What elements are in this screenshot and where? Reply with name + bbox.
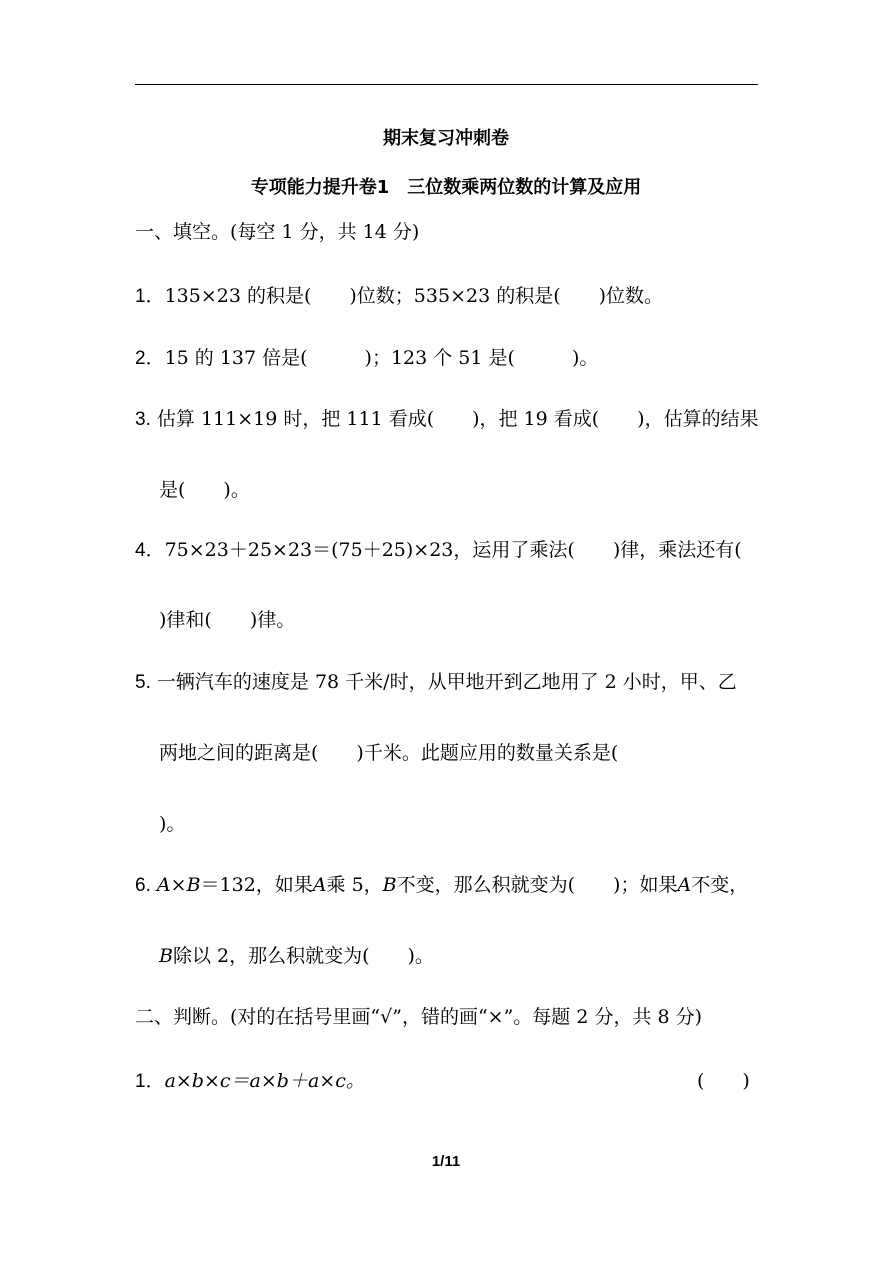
question-3-cont: 是( )。 [159, 479, 250, 501]
section1-heading: 一、填空。(每空 1 分，共 14 分) [135, 221, 420, 243]
text-part: 乘 5， [326, 874, 383, 896]
text-part: 不变，那么积就变为( )；如果 [396, 874, 678, 896]
page-subtitle: 专项能力提升卷1 三位数乘两位数的计算及应用 [250, 177, 642, 198]
question-number: 2． [135, 348, 165, 369]
page-number: 1/11 [431, 1153, 461, 1170]
judge-question-1 [135, 1066, 365, 1093]
var-b: B [186, 874, 201, 896]
var-b: B [159, 945, 173, 967]
text-part: ＝132，如果 [200, 874, 313, 896]
question-text: 135×23 的积是( )位数；535×23 的积是( )位数。 [164, 285, 664, 307]
text-part: 不变， [691, 874, 749, 896]
question-1 [135, 281, 663, 308]
question-number: 4． [135, 540, 165, 561]
question-6 [135, 870, 748, 897]
var-a: A [156, 874, 171, 896]
text-part: 除以 2，那么积就变为( )。 [172, 945, 434, 967]
var-b: B [382, 874, 397, 896]
question-number: 1． [135, 1071, 165, 1092]
top-rule [135, 84, 758, 85]
var-a: A [677, 874, 692, 896]
question-number: 1． [135, 286, 165, 307]
question-4 [135, 535, 742, 562]
question-text: 一辆汽车的速度是 78 千米/时，从甲地开到乙地用了 2 小时，甲、乙 [156, 671, 737, 693]
question-5-cont: 两地之间的距离是( )千米。此题应用的数量关系是( [159, 742, 619, 764]
question-5 [135, 667, 737, 694]
times-sign: × [170, 874, 187, 896]
var-a: A [312, 874, 327, 896]
question-2 [135, 343, 598, 370]
question-4-cont: )律和( )律。 [159, 609, 296, 631]
question-3 [135, 404, 759, 431]
question-text: 15 的 137 倍是( )；123 个 51 是( )。 [164, 347, 599, 369]
question-text: 75×23＋25×23＝(75＋25)×23，运用了乘法( )律，乘法还有( [164, 539, 742, 561]
question-expression: a×b×c＝a×b＋a×c。 [164, 1070, 365, 1092]
question-number: 6. [135, 875, 151, 896]
question-number: 3. [135, 409, 151, 430]
question-5-cont2: )。 [159, 813, 186, 835]
page-title: 期末复习冲刺卷 [383, 128, 509, 149]
section2-heading: 二、判断。(对的在括号里画“√”，错的画“×”。每题 2 分，共 8 分) [135, 1006, 703, 1028]
question-6-cont [159, 941, 434, 968]
question-number: 5. [135, 672, 151, 693]
question-text: 估算 111×19 时，把 111 看成( )，把 19 看成( )，估算的结果 [156, 408, 759, 430]
answer-parentheses: ( ) [697, 1070, 750, 1092]
